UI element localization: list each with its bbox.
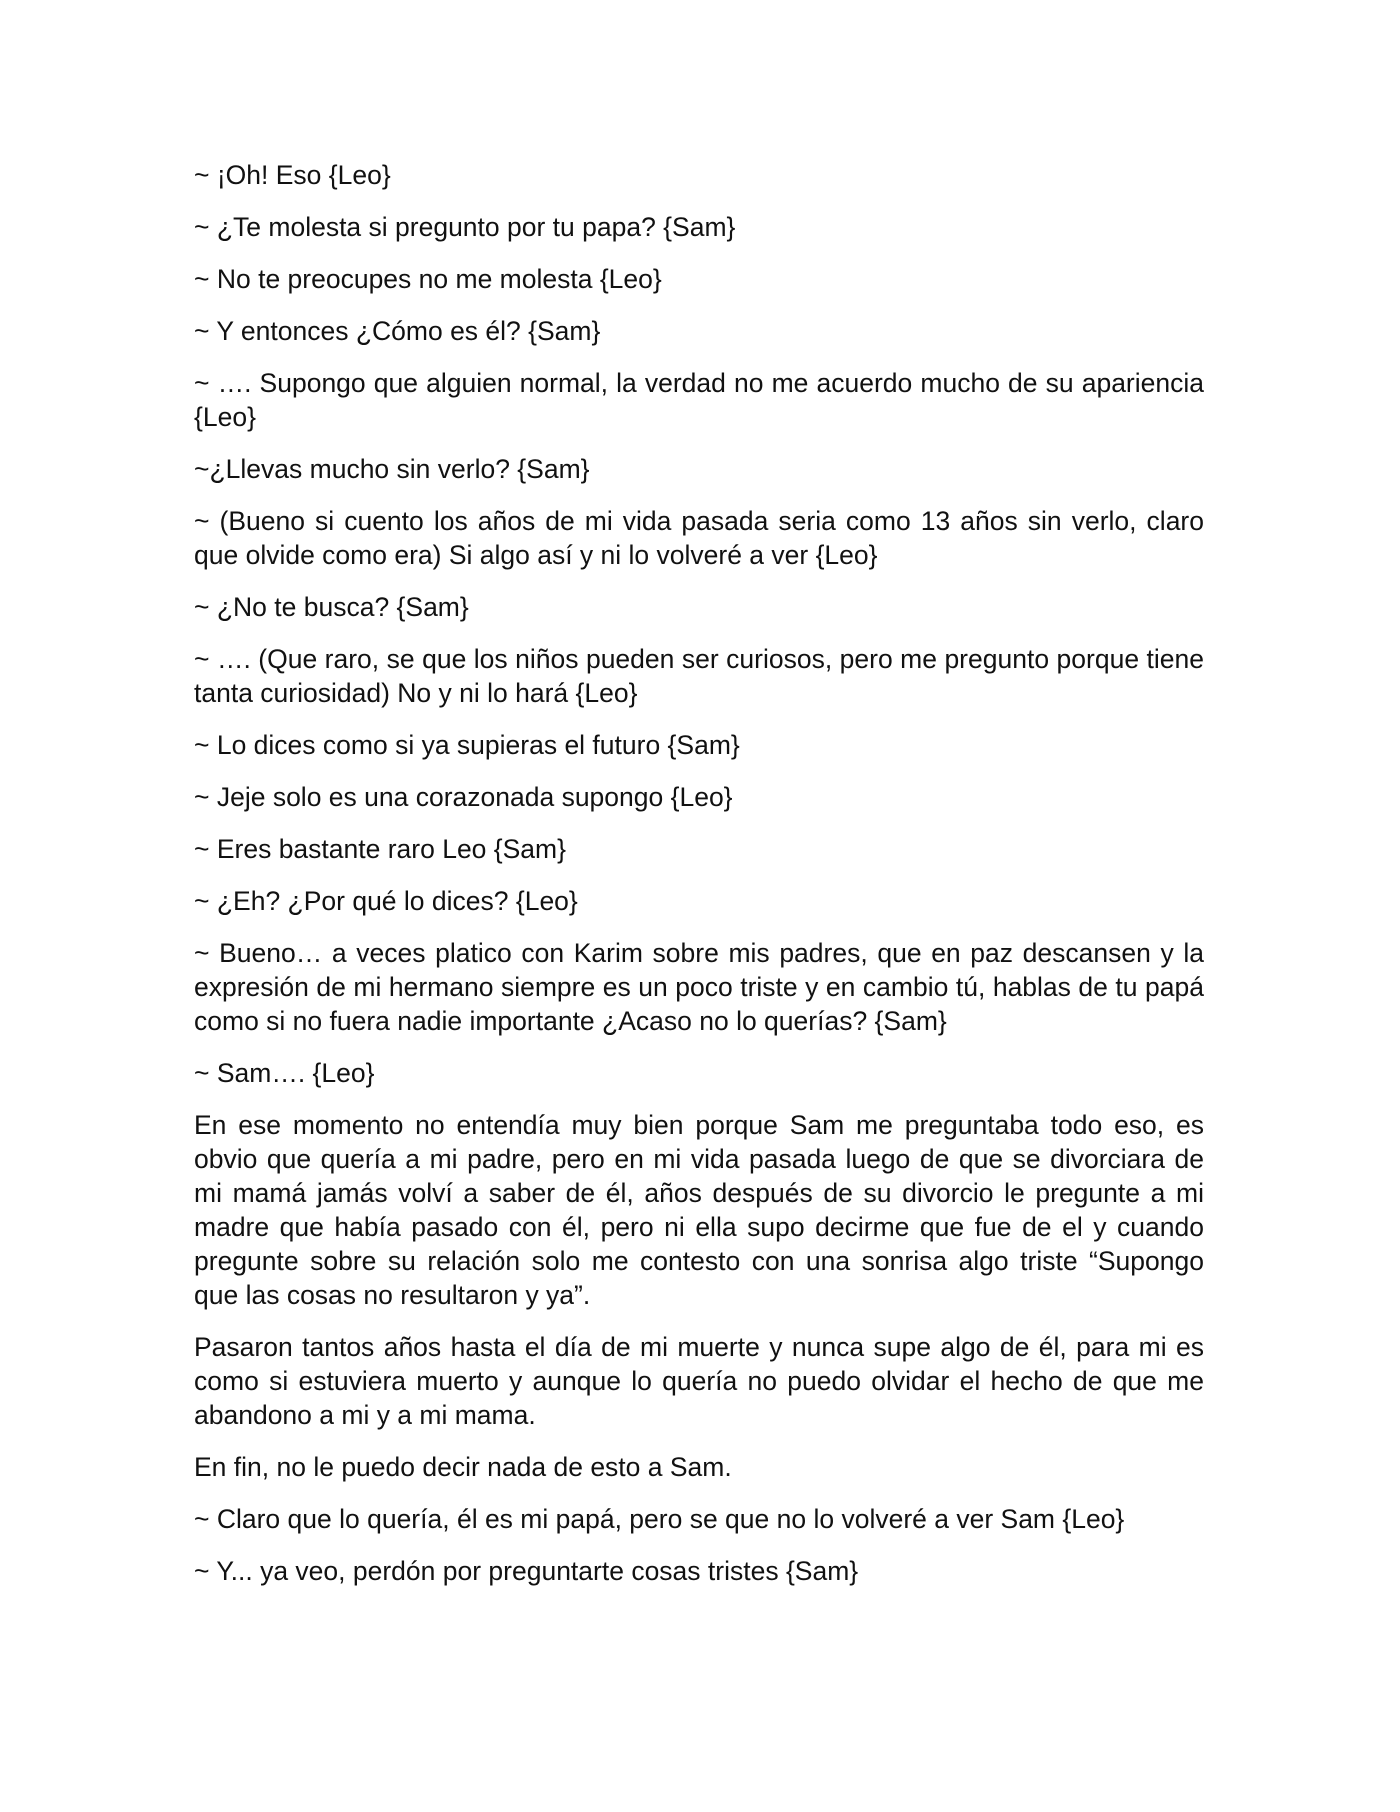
dialogue-line: ~ Y... ya veo, perdón por preguntarte cosas tristes {Sam} [194, 1556, 859, 1586]
dialogue-line: ~ Bueno… a veces platico con Karim sobre mis padres, que en paz descansen y la expresión de mi hermano siempre es un poco triste y en cambio tú, hablas de tu papá como si no fuera nadie importante ¿Acaso no lo querías? {Sam} [194, 938, 1204, 1036]
dialogue-line: ~ ¡Oh! Eso {Leo} [194, 160, 391, 190]
dialogue-line: ~ Eres bastante raro Leo {Sam} [194, 834, 566, 864]
dialogue-line: ~ …. (Que raro, se que los niños pueden ser curiosos, pero me pregunto porque tiene tanta curiosidad) No y ni lo hará {Leo} [194, 644, 1204, 708]
dialogue-line: ~ Y entonces ¿Cómo es él? {Sam} [194, 316, 601, 346]
dialogue-line: ~ ¿No te busca? {Sam} [194, 592, 469, 622]
narrative-paragraph: En ese momento no entendía muy bien porque Sam me preguntaba todo eso, es obvio que quería a mi padre, pero en mi vida pasada luego de que se divorciara de mi mamá jamás volví a saber de él, años después de su divorcio le pregunte a mi madre que había pasado con él, pero ni ella supo decirme que fue de el y cuando pregunte sobre su relación solo me contesto con una sonrisa algo triste “Supongo que las cosas no resultaron y ya”. [194, 1110, 1204, 1310]
dialogue-line: ~ (Bueno si cuento los años de mi vida pasada seria como 13 años sin verlo, claro que olvide como era) Si algo así y ni lo volveré a ver {Leo} [194, 506, 1204, 570]
narrative-paragraph: En fin, no le puedo decir nada de esto a Sam. [194, 1452, 732, 1482]
document-page [194, 158, 1204, 1606]
dialogue-line: ~ ¿Eh? ¿Por qué lo dices? {Leo} [194, 886, 578, 916]
dialogue-line: ~ Sam…. {Leo} [194, 1058, 375, 1088]
dialogue-line: ~ ¿Te molesta si pregunto por tu papa? {Sam} [194, 212, 736, 242]
dialogue-line: ~¿Llevas mucho sin verlo? {Sam} [194, 454, 590, 484]
dialogue-line: ~ Lo dices como si ya supieras el futuro {Sam} [194, 730, 740, 760]
dialogue-line: ~ Jeje solo es una corazonada supongo {Leo} [194, 782, 733, 812]
narrative-paragraph: Pasaron tantos años hasta el día de mi muerte y nunca supe algo de él, para mi es como si estuviera muerto y aunque lo quería no puedo olvidar el hecho de que me abandono a mi y a mi mama. [194, 1332, 1204, 1430]
dialogue-line: ~ Claro que lo quería, él es mi papá, pero se que no lo volveré a ver Sam {Leo} [194, 1504, 1125, 1534]
dialogue-line: ~ No te preocupes no me molesta {Leo} [194, 264, 662, 294]
dialogue-line: ~ …. Supongo que alguien normal, la verdad no me acuerdo mucho de su apariencia {Leo} [194, 368, 1204, 432]
